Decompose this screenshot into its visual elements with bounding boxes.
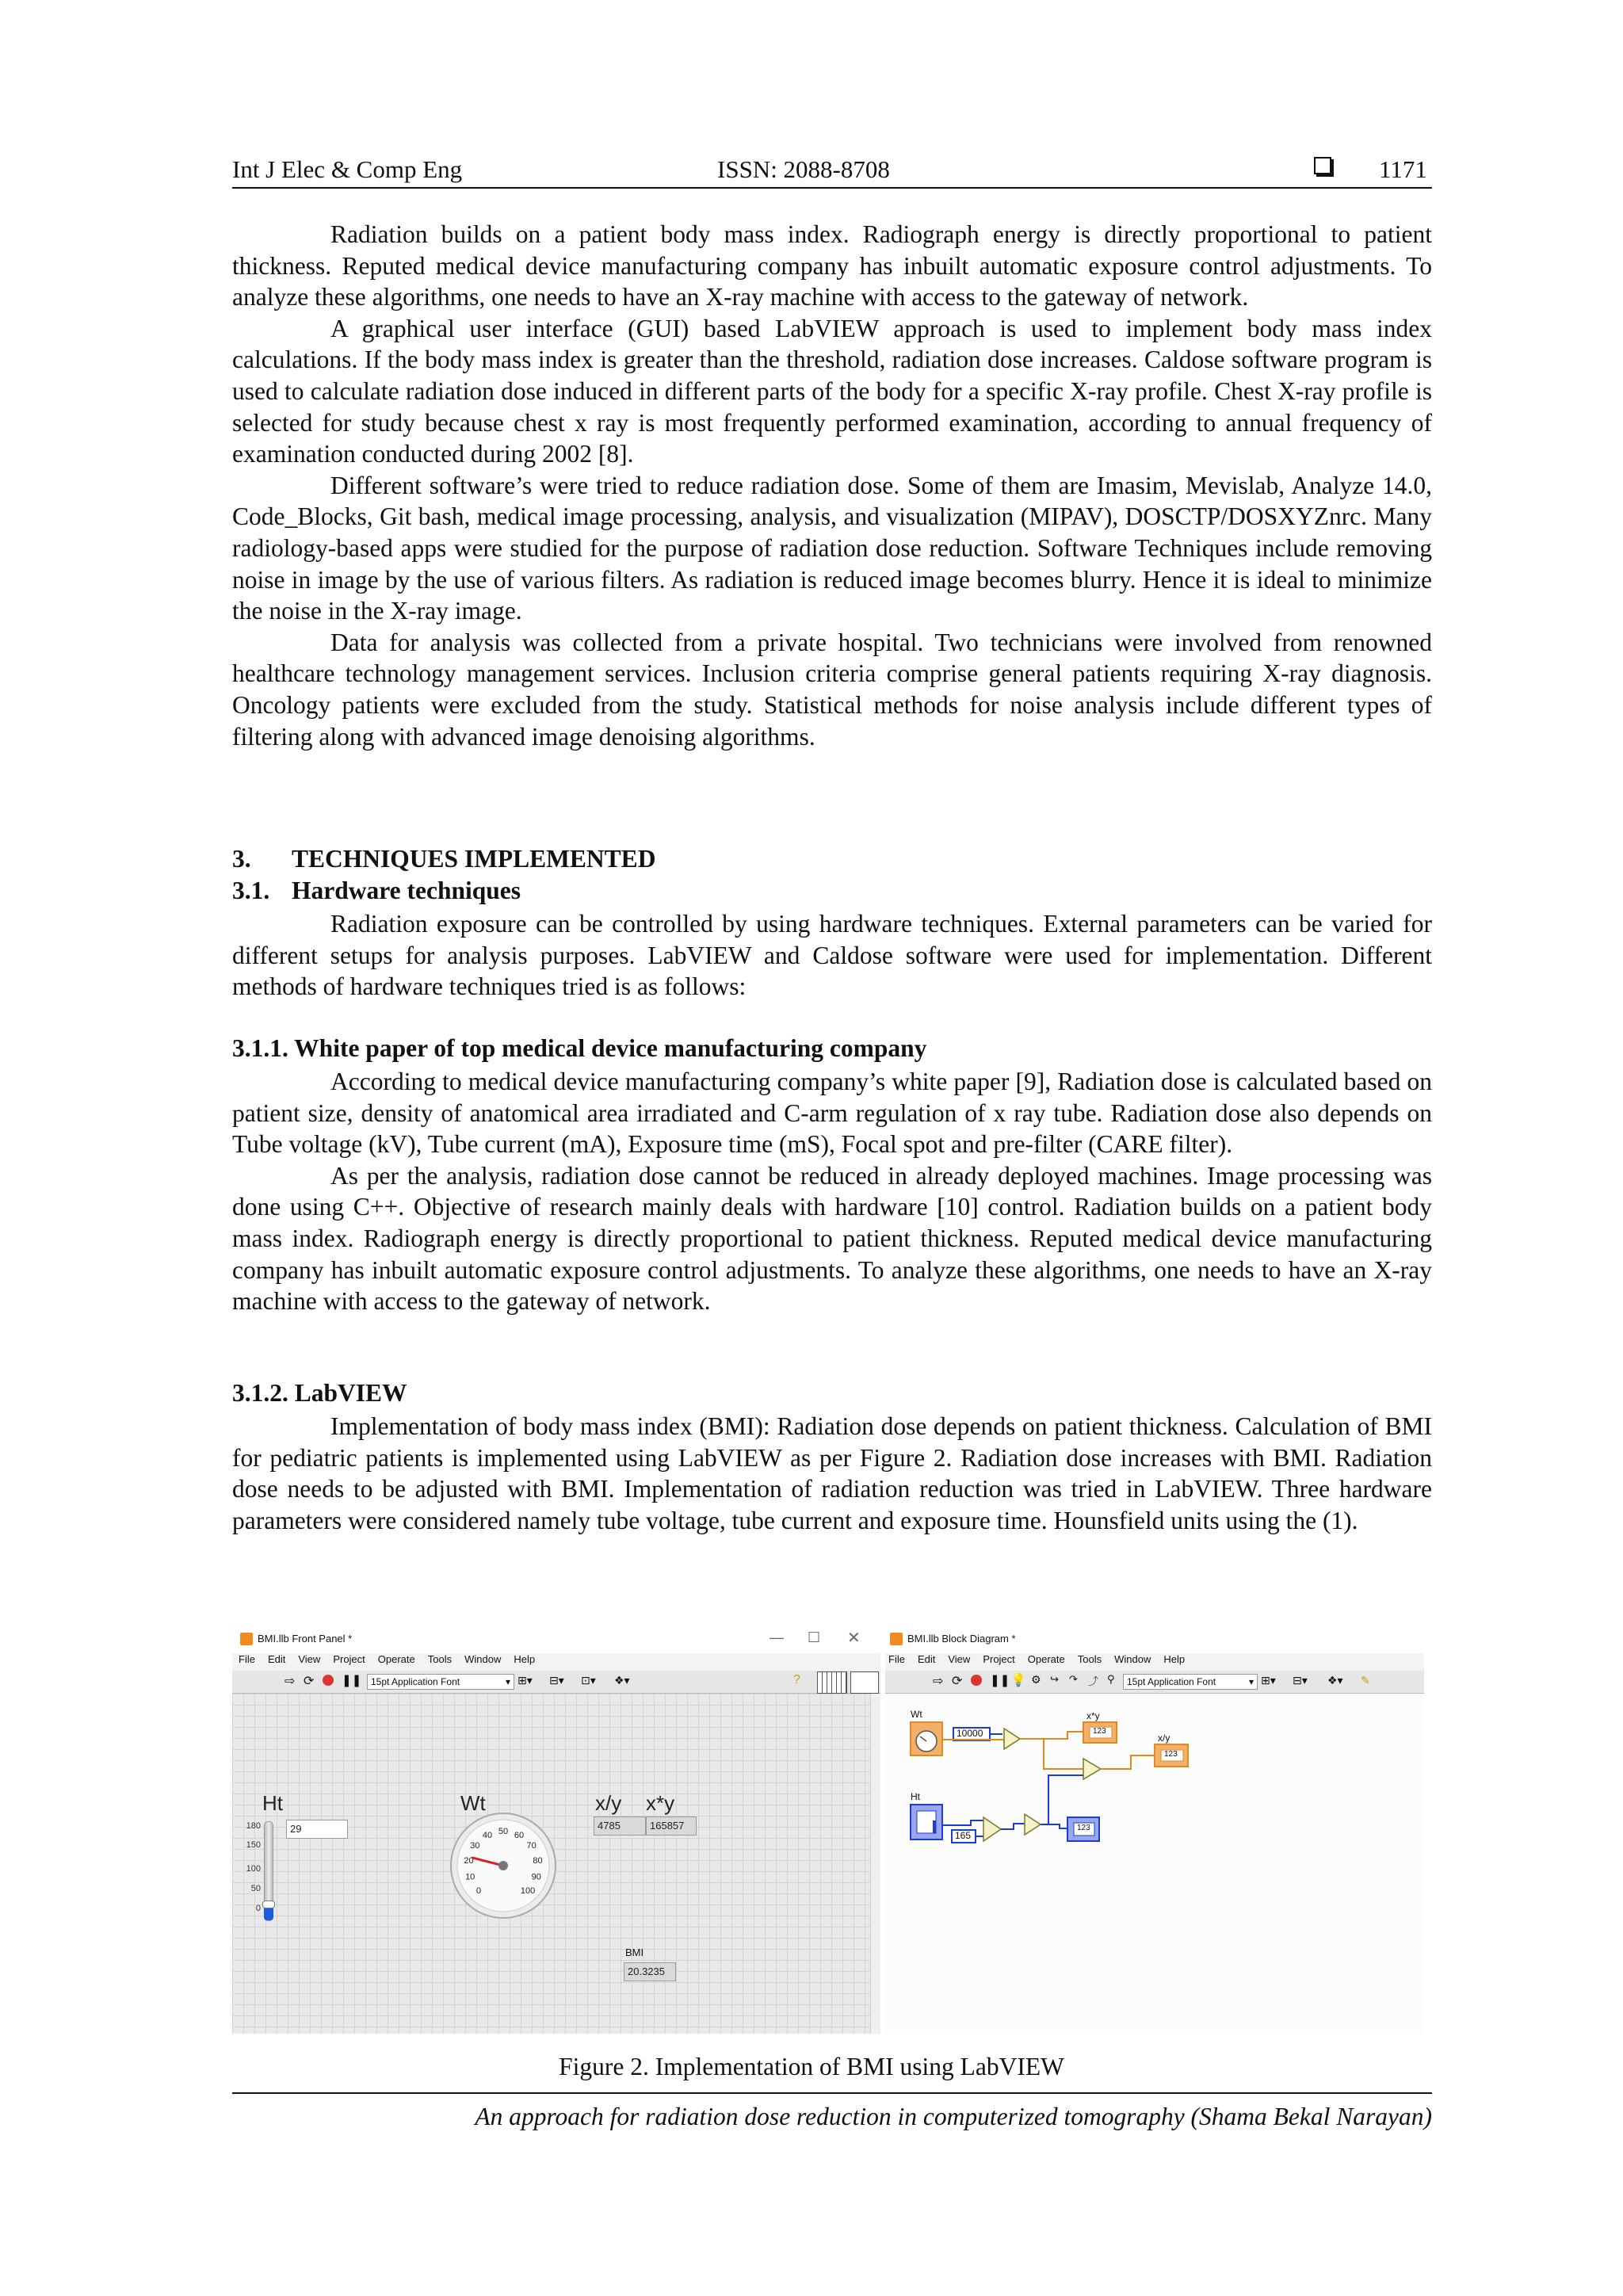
header-rule — [232, 187, 1432, 189]
gauge-tick-label: 30 — [470, 1841, 480, 1851]
ht-tick: 150 — [246, 1840, 261, 1850]
square-bullet-icon — [1314, 157, 1331, 174]
subsubsection-heading: 3.1.2. LabVIEW — [232, 1379, 407, 1407]
slider-glyph-fill — [933, 1820, 936, 1833]
xy-div-label: x/y — [595, 1791, 622, 1815]
ht-tick: 100 — [246, 1864, 261, 1874]
bd-blue-value: 123 — [1077, 1824, 1090, 1832]
section-heading-number: 3. — [232, 845, 251, 873]
vertical-scrollbar[interactable] — [870, 1694, 880, 2034]
reorder-icon[interactable]: ❖▾ — [1327, 1674, 1343, 1687]
menu-edit[interactable]: Edit — [267, 1653, 286, 1665]
font-selector[interactable] — [1123, 1674, 1258, 1690]
wire-mul2-to-ind — [1041, 1824, 1067, 1828]
wt-gauge — [448, 1810, 559, 1921]
bd-xydiv-label: x/y — [1158, 1733, 1170, 1744]
bd-xmul-value: 123 — [1093, 1727, 1106, 1736]
vi-icon — [850, 1671, 879, 1694]
font-selector-value: 15pt Application Font — [1127, 1676, 1216, 1687]
highlight-execution-icon[interactable]: 💡 — [1010, 1674, 1026, 1687]
minimize-icon[interactable]: — — [769, 1629, 784, 1645]
run-continuous-icon[interactable]: ⟳ — [304, 1675, 315, 1688]
xy-mul-indicator: 165857 — [646, 1817, 697, 1836]
menu-window[interactable]: Window — [464, 1653, 502, 1665]
chevron-down-icon: ▾ — [505, 1676, 510, 1687]
gauge-tick-label: 10 — [465, 1872, 475, 1882]
help-icon[interactable]: ? — [793, 1673, 800, 1687]
bmi-label: BMI — [625, 1946, 644, 1958]
wire-add-to-mul2 — [1001, 1824, 1025, 1829]
bmi-indicator: 20.3235 — [624, 1962, 676, 1981]
xy-div-indicator: 4785 — [594, 1817, 646, 1836]
reorder-icon[interactable]: ❖▾ — [614, 1674, 630, 1687]
menu-file[interactable]: File — [239, 1653, 255, 1665]
block-diagram-menubar — [885, 1653, 1424, 1671]
menu-tools[interactable]: Tools — [1077, 1653, 1102, 1665]
bd-wt-label: Wt — [911, 1709, 922, 1720]
add-node[interactable] — [983, 1817, 1001, 1841]
run-arrow-icon[interactable]: ⇨ — [285, 1675, 296, 1688]
close-icon[interactable]: ✕ — [847, 1629, 861, 1647]
connector-pane-icon — [817, 1671, 847, 1694]
menu-view[interactable]: View — [298, 1653, 321, 1665]
subsection-number: 3.1. — [232, 877, 270, 904]
paragraph: Different software’s were tried to reduce radiation dose. Some of them are Imasim, Mevislab, Analyze 14.0, Code_Blocks, Git bash, medical image processing, analysis, and visualization (MIPAV), DOSCTP/DOSXYZnrc. Many radiology-based apps were studied for the purpose of radiation dose reduction. Software Techniques include removing noise in image by the use of various filters. As radiation is reduced image becomes blurry. Hence it is ideal to minimize the noise in the X-ray image. — [232, 471, 1432, 625]
divide-node[interactable] — [1083, 1759, 1101, 1779]
cleanup-icon[interactable]: ✎ — [1361, 1674, 1370, 1687]
journal-name: Int J Elec & Comp Eng — [232, 155, 463, 183]
distribute-icon[interactable]: ⊟▾ — [549, 1674, 564, 1687]
page-number: 1171 — [1379, 155, 1427, 183]
distribute-icon[interactable]: ⊟▾ — [1293, 1674, 1308, 1687]
gauge-tick-label: 80 — [533, 1856, 543, 1866]
figure-caption: Figure 2. Implementation of BMI using LabVIEW — [559, 2053, 1064, 2080]
paragraph: Radiation builds on a patient body mass index. Radiograph energy is directly proportional to patient thickness. Reputed medical device manufacturing company has inbuilt automatic exposure control adjustments. To analyze these algorithms, one needs to have an X-ray machine with access to the gateway of network. — [232, 220, 1432, 311]
block-diagram-toolbar — [885, 1671, 1424, 1694]
gauge-tick-label: 90 — [531, 1872, 541, 1882]
gauge-tick-label: 0 — [475, 1886, 481, 1897]
gauge-tick-label: 100 — [520, 1886, 536, 1897]
menu-project[interactable]: Project — [983, 1653, 1015, 1665]
wire-mul-to-div — [1044, 1739, 1083, 1769]
gauge-hub — [498, 1861, 508, 1870]
ht-scale — [235, 1821, 261, 1919]
run-continuous-icon[interactable]: ⟳ — [952, 1675, 963, 1688]
intro-text — [232, 219, 1432, 752]
abort-icon[interactable] — [323, 1675, 334, 1686]
section312-text — [232, 1411, 1432, 1536]
chevron-down-icon: ▾ — [1248, 1676, 1254, 1687]
ht-tick: 180 — [246, 1821, 261, 1831]
menu-help[interactable]: Help — [514, 1653, 536, 1665]
menu-view[interactable]: View — [948, 1653, 971, 1665]
paragraph: According to medical device manufacturing company’s white paper [9], Radiation dose is calculated based on patient size, density of anatomical area irradiated and C-arm regulation of x ray tube. Radiation dose also depends on Tube voltage (kV), Tube current (mA), Exposure time (mS), Focal spot and pre-filter (CARE filter). — [232, 1068, 1432, 1159]
menu-help[interactable]: Help — [1163, 1653, 1186, 1665]
menu-edit[interactable]: Edit — [917, 1653, 936, 1665]
bd-const-10000: 10000 — [957, 1728, 983, 1739]
xy-mul-label: x*y — [646, 1791, 675, 1815]
paragraph: A graphical user interface (GUI) based LabVIEW approach is used to implement body mass index calculations. If the body mass index is greater than the threshold, radiation dose increases. Caldose software program is used to calculate radiation dose induced in different parts of the body for a specific X-ray profile. Chest X-ray profile is selected for study because chest x ray is most frequently performed examination, according to annual frequency of examination conducted during 2002 [8]. — [232, 314, 1432, 468]
footer-rule — [232, 2092, 1432, 2094]
ht-value-field[interactable]: 29 — [286, 1820, 348, 1839]
ht-label: Ht — [262, 1791, 283, 1815]
paragraph: Data for analysis was collected from a private hospital. Two technicians were involved from renowned healthcare technology management services. Inclusion criteria comprise general patients requiring X-ray diagnosis. Oncology patients were excluded from the study. Statistical methods for noise analysis include different types of filtering along with advanced image denoising algorithms. — [232, 628, 1432, 751]
resize-icon[interactable]: ⊡▾ — [581, 1674, 596, 1687]
menu-project[interactable]: Project — [333, 1653, 365, 1665]
gauge-tick-label: 60 — [514, 1830, 525, 1840]
align-icon[interactable]: ⊞▾ — [1261, 1674, 1276, 1687]
labview-icon — [890, 1633, 903, 1645]
ht-tick: 0 — [255, 1904, 261, 1913]
bd-xydiv-value: 123 — [1164, 1750, 1178, 1759]
bd-ht-label: Ht — [911, 1791, 920, 1802]
bd-xmul-label: x*y — [1086, 1710, 1100, 1721]
pause-icon[interactable]: ❚❚ — [342, 1674, 362, 1687]
front-panel-toolbar — [232, 1671, 880, 1694]
subsection-heading: Hardware techniques — [292, 877, 521, 904]
multiply-node-2[interactable] — [1025, 1814, 1041, 1835]
font-selector[interactable] — [367, 1674, 514, 1690]
step-into-icon[interactable]: ↪ — [1050, 1673, 1059, 1685]
paragraph: Implementation of body mass index (BMI): Radiation dose depends on patient thickness. Calculation of BMI for pediatric patients is implemented using LabVIEW as per Figure 2. Radiation dose increases with BMI. Radiation dose needs to be adjusted with BMI. Implementation of radiation reduction was tried in LabVIEW. Three hardware parameters were considered namely tube voltage, tube current and exposure time. Hounsfield units using the (1). — [232, 1412, 1432, 1534]
gauge-tick-label: 70 — [526, 1841, 537, 1851]
step-out-icon[interactable]: ⤴ — [1088, 1675, 1099, 1687]
probe-icon[interactable]: ⚲ — [1107, 1673, 1115, 1685]
front-panel-window — [232, 1626, 880, 2034]
font-selector-value: 15pt Application Font — [371, 1676, 460, 1687]
step-over-icon[interactable]: ↷ — [1069, 1673, 1078, 1685]
wire-mul-to-xmul — [1020, 1732, 1083, 1739]
section3-text — [232, 908, 1432, 1003]
ht-tick: 50 — [250, 1884, 261, 1893]
figure-2 — [232, 1626, 1424, 2034]
multiply-node-1[interactable] — [1004, 1729, 1020, 1749]
labview-icon — [240, 1633, 253, 1645]
paragraph: Radiation exposure can be controlled by using hardware techniques. External parameters can be varied for different setups for analysis purposes. LabVIEW and Caldose software were used for implementation. Different methods of hardware techniques tried is as follows: — [232, 910, 1432, 1001]
section311-text — [232, 1066, 1432, 1317]
front-panel-titlebar — [232, 1626, 880, 1652]
gauge-tick-label: 40 — [482, 1830, 493, 1840]
subsubsection-heading: 3.1.1. White paper of top medical device manufacturing company — [232, 1034, 927, 1062]
menu-tools[interactable]: Tools — [427, 1653, 453, 1665]
block-diagram-titlebar — [885, 1626, 1424, 1652]
gauge-tick-label: 20 — [464, 1856, 474, 1866]
ht-slider-thumb[interactable] — [262, 1901, 275, 1908]
running-footer: An approach for radiation dose reduction in computerized tomography (Shama Bekal Narayan) — [475, 2103, 1432, 2130]
wire-div-to-xydiv — [1101, 1755, 1155, 1769]
issn: ISSN: 2088-8708 — [717, 155, 890, 183]
wt-label: Wt — [460, 1791, 486, 1815]
run-arrow-icon[interactable]: ⇨ — [933, 1675, 944, 1688]
maximize-icon[interactable]: ☐ — [808, 1629, 821, 1645]
menu-operate[interactable]: Operate — [377, 1653, 415, 1665]
menu-operate[interactable]: Operate — [1027, 1653, 1065, 1665]
gauge-tick-label: 50 — [498, 1827, 509, 1836]
wire-ht-to-add — [942, 1820, 983, 1825]
menu-file[interactable]: File — [888, 1653, 905, 1665]
paragraph: As per the analysis, radiation dose cannot be reduced in already deployed machines. Image processing was done using C++. Objective of research mainly deals with hardware [10] control. Radiation builds on a patient body mass index. Radiograph energy is directly proportional to patient thickness. Reputed medical device manufacturing company has inbuilt automatic exposure control adjustments. To analyze these algorithms, one needs to have an X-ray machine with access to the gateway of network. — [232, 1161, 1432, 1316]
menu-window[interactable]: Window — [1114, 1653, 1151, 1665]
bd-const-165: 165 — [955, 1830, 972, 1841]
block-diagram-wiring — [885, 1694, 1424, 2034]
block-diagram-window — [885, 1626, 1424, 2034]
abort-icon[interactable] — [971, 1675, 982, 1686]
align-icon[interactable]: ⊞▾ — [517, 1674, 533, 1687]
window-title: BMI.llb Front Panel * — [258, 1633, 353, 1645]
section-heading: TECHNIQUES IMPLEMENTED — [292, 845, 656, 873]
front-panel-menubar — [232, 1653, 880, 1671]
pause-icon[interactable]: ❚❚ — [990, 1674, 1010, 1687]
window-title: BMI.llb Block Diagram * — [907, 1633, 1016, 1645]
retain-wire-icon[interactable]: ⚙ — [1031, 1673, 1041, 1686]
